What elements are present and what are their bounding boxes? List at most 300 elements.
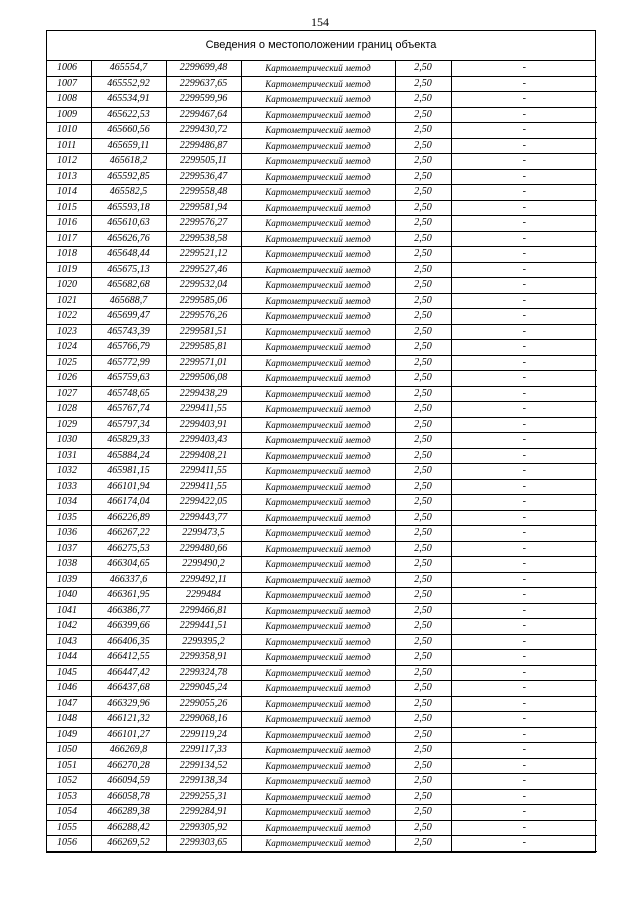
y-coordinate-cell: 2299430,72 [166, 123, 241, 139]
method-cell: Картометрический метод [241, 541, 395, 557]
method-cell: Картометрический метод [241, 479, 395, 495]
point-number-cell: 1015 [47, 200, 91, 216]
method-cell: Картометрический метод [241, 371, 395, 387]
x-coordinate-cell: 465626,76 [91, 231, 166, 247]
y-coordinate-cell: 2299538,58 [166, 231, 241, 247]
x-coordinate-cell: 465682,68 [91, 278, 166, 294]
point-number-cell: 1040 [47, 588, 91, 604]
table-row [47, 712, 597, 728]
method-cell: Картометрический метод [241, 805, 395, 821]
method-cell: Картометрический метод [241, 836, 395, 852]
point-number-cell: 1033 [47, 479, 91, 495]
x-coordinate-cell: 465534,91 [91, 92, 166, 108]
point-number-cell: 1030 [47, 433, 91, 449]
point-number-cell: 1048 [47, 712, 91, 728]
description-cell: - [451, 402, 597, 418]
y-coordinate-cell: 2299441,51 [166, 619, 241, 635]
description-cell: - [451, 541, 597, 557]
y-coordinate-cell: 2299255,31 [166, 789, 241, 805]
method-cell: Картометрический метод [241, 495, 395, 511]
table-row [47, 805, 597, 821]
description-cell: - [451, 433, 597, 449]
y-coordinate-cell: 2299284,91 [166, 805, 241, 821]
y-coordinate-cell: 2299117,33 [166, 743, 241, 759]
x-coordinate-cell: 466304,65 [91, 557, 166, 573]
x-coordinate-cell: 466174,04 [91, 495, 166, 511]
description-cell: - [451, 386, 597, 402]
method-cell: Картометрический метод [241, 681, 395, 697]
x-coordinate-cell: 466412,55 [91, 650, 166, 666]
description-cell: - [451, 262, 597, 278]
point-number-cell: 1029 [47, 417, 91, 433]
description-cell: - [451, 836, 597, 852]
method-cell: Картометрический метод [241, 61, 395, 76]
accuracy-cell: 2,50 [395, 200, 451, 216]
accuracy-cell: 2,50 [395, 61, 451, 76]
x-coordinate-cell: 466226,89 [91, 510, 166, 526]
table-row [47, 185, 597, 201]
x-coordinate-cell: 466101,27 [91, 727, 166, 743]
method-cell: Картометрический метод [241, 231, 395, 247]
point-number-cell: 1055 [47, 820, 91, 836]
method-cell: Картометрический метод [241, 92, 395, 108]
table-row [47, 154, 597, 170]
method-cell: Картометрический метод [241, 278, 395, 294]
method-cell: Картометрический метод [241, 588, 395, 604]
point-number-cell: 1031 [47, 448, 91, 464]
accuracy-cell: 2,50 [395, 572, 451, 588]
table-row [47, 758, 597, 774]
y-coordinate-cell: 2299467,64 [166, 107, 241, 123]
point-number-cell: 1007 [47, 76, 91, 92]
accuracy-cell: 2,50 [395, 712, 451, 728]
page-number: 154 [311, 15, 329, 29]
point-number-cell: 1032 [47, 464, 91, 480]
description-cell: - [451, 278, 597, 294]
point-number-cell: 1051 [47, 758, 91, 774]
description-cell: - [451, 758, 597, 774]
y-coordinate-cell: 2299490,2 [166, 557, 241, 573]
method-cell: Картометрический метод [241, 76, 395, 92]
method-cell: Картометрический метод [241, 464, 395, 480]
point-number-cell: 1047 [47, 696, 91, 712]
accuracy-cell: 2,50 [395, 262, 451, 278]
table-row [47, 216, 597, 232]
method-cell: Картометрический метод [241, 448, 395, 464]
accuracy-cell: 2,50 [395, 278, 451, 294]
x-coordinate-cell: 465981,15 [91, 464, 166, 480]
y-coordinate-cell: 2299576,26 [166, 309, 241, 325]
x-coordinate-cell: 465759,63 [91, 371, 166, 387]
point-number-cell: 1012 [47, 154, 91, 170]
description-cell: - [451, 309, 597, 325]
y-coordinate-cell: 2299411,55 [166, 479, 241, 495]
description-cell: - [451, 634, 597, 650]
accuracy-cell: 2,50 [395, 727, 451, 743]
description-cell: - [451, 603, 597, 619]
point-number-cell: 1054 [47, 805, 91, 821]
point-number-cell: 1053 [47, 789, 91, 805]
x-coordinate-cell: 466269,8 [91, 743, 166, 759]
x-coordinate-cell: 466329,96 [91, 696, 166, 712]
x-coordinate-cell: 466399,66 [91, 619, 166, 635]
x-coordinate-cell: 466094,59 [91, 774, 166, 790]
x-coordinate-cell: 466337,6 [91, 572, 166, 588]
method-cell: Картометрический метод [241, 712, 395, 728]
method-cell: Картометрический метод [241, 774, 395, 790]
point-number-cell: 1010 [47, 123, 91, 139]
method-cell: Картометрический метод [241, 696, 395, 712]
x-coordinate-cell: 466101,94 [91, 479, 166, 495]
accuracy-cell: 2,50 [395, 634, 451, 650]
x-coordinate-cell: 465688,7 [91, 293, 166, 309]
table-row [47, 743, 597, 759]
accuracy-cell: 2,50 [395, 216, 451, 232]
table-row [47, 510, 597, 526]
description-cell: - [451, 820, 597, 836]
x-coordinate-cell: 465766,79 [91, 340, 166, 356]
description-cell: - [451, 588, 597, 604]
description-cell: - [451, 572, 597, 588]
method-cell: Картометрический метод [241, 169, 395, 185]
description-cell: - [451, 650, 597, 666]
x-coordinate-cell: 465622,53 [91, 107, 166, 123]
y-coordinate-cell: 2299473,5 [166, 526, 241, 542]
method-cell: Картометрический метод [241, 650, 395, 666]
method-cell: Картометрический метод [241, 402, 395, 418]
point-number-cell: 1022 [47, 309, 91, 325]
method-cell: Картометрический метод [241, 743, 395, 759]
y-coordinate-cell: 2299484 [166, 588, 241, 604]
x-coordinate-cell: 465884,24 [91, 448, 166, 464]
y-coordinate-cell: 2299303,65 [166, 836, 241, 852]
y-coordinate-cell: 2299558,48 [166, 185, 241, 201]
method-cell: Картометрический метод [241, 324, 395, 340]
accuracy-cell: 2,50 [395, 774, 451, 790]
x-coordinate-cell: 466275,53 [91, 541, 166, 557]
y-coordinate-cell: 2299068,16 [166, 712, 241, 728]
y-coordinate-cell: 2299571,01 [166, 355, 241, 371]
table-row [47, 107, 597, 123]
accuracy-cell: 2,50 [395, 417, 451, 433]
description-cell: - [451, 681, 597, 697]
description-cell: - [451, 789, 597, 805]
accuracy-cell: 2,50 [395, 464, 451, 480]
point-number-cell: 1049 [47, 727, 91, 743]
accuracy-cell: 2,50 [395, 805, 451, 821]
point-number-cell: 1037 [47, 541, 91, 557]
table-row [47, 402, 597, 418]
point-number-cell: 1036 [47, 526, 91, 542]
x-coordinate-cell: 466437,68 [91, 681, 166, 697]
x-coordinate-cell: 466447,42 [91, 665, 166, 681]
method-cell: Картометрический метод [241, 216, 395, 232]
description-cell: - [451, 510, 597, 526]
x-coordinate-cell: 465767,74 [91, 402, 166, 418]
y-coordinate-cell: 2299403,43 [166, 433, 241, 449]
point-number-cell: 1042 [47, 619, 91, 635]
boundary-table-sheet [46, 30, 596, 853]
y-coordinate-cell: 2299422,05 [166, 495, 241, 511]
x-coordinate-cell: 466270,28 [91, 758, 166, 774]
description-cell: - [451, 76, 597, 92]
accuracy-cell: 2,50 [395, 169, 451, 185]
accuracy-cell: 2,50 [395, 479, 451, 495]
table-row [47, 665, 597, 681]
method-cell: Картометрический метод [241, 417, 395, 433]
description-cell: - [451, 805, 597, 821]
point-number-cell: 1050 [47, 743, 91, 759]
table-row [47, 448, 597, 464]
description-cell: - [451, 371, 597, 387]
y-coordinate-cell: 2299305,92 [166, 820, 241, 836]
table-row [47, 169, 597, 185]
x-coordinate-cell: 466406,35 [91, 634, 166, 650]
accuracy-cell: 2,50 [395, 185, 451, 201]
description-cell: - [451, 479, 597, 495]
table-row [47, 696, 597, 712]
table-row [47, 789, 597, 805]
x-coordinate-cell: 466058,78 [91, 789, 166, 805]
x-coordinate-cell: 465593,18 [91, 200, 166, 216]
description-cell: - [451, 247, 597, 263]
accuracy-cell: 2,50 [395, 138, 451, 154]
description-cell: - [451, 696, 597, 712]
accuracy-cell: 2,50 [395, 526, 451, 542]
y-coordinate-cell: 2299443,77 [166, 510, 241, 526]
accuracy-cell: 2,50 [395, 309, 451, 325]
accuracy-cell: 2,50 [395, 340, 451, 356]
point-number-cell: 1026 [47, 371, 91, 387]
table-row [47, 603, 597, 619]
y-coordinate-cell: 2299466,81 [166, 603, 241, 619]
x-coordinate-cell: 466269,52 [91, 836, 166, 852]
x-coordinate-cell: 465699,47 [91, 309, 166, 325]
table-row [47, 836, 597, 852]
point-number-cell: 1041 [47, 603, 91, 619]
description-cell: - [451, 154, 597, 170]
description-cell: - [451, 324, 597, 340]
table-row [47, 526, 597, 542]
accuracy-cell: 2,50 [395, 154, 451, 170]
method-cell: Картометрический метод [241, 386, 395, 402]
x-coordinate-cell: 465554,7 [91, 61, 166, 76]
point-number-cell: 1014 [47, 185, 91, 201]
point-number-cell: 1009 [47, 107, 91, 123]
table-row [47, 727, 597, 743]
accuracy-cell: 2,50 [395, 758, 451, 774]
x-coordinate-cell: 466121,32 [91, 712, 166, 728]
x-coordinate-cell: 466288,42 [91, 820, 166, 836]
method-cell: Картометрический метод [241, 200, 395, 216]
accuracy-cell: 2,50 [395, 371, 451, 387]
accuracy-cell: 2,50 [395, 820, 451, 836]
description-cell: - [451, 92, 597, 108]
y-coordinate-cell: 2299358,91 [166, 650, 241, 666]
table-row [47, 495, 597, 511]
table-row [47, 92, 597, 108]
point-number-cell: 1027 [47, 386, 91, 402]
y-coordinate-cell: 2299585,06 [166, 293, 241, 309]
description-cell: - [451, 417, 597, 433]
method-cell: Картометрический метод [241, 154, 395, 170]
accuracy-cell: 2,50 [395, 681, 451, 697]
accuracy-cell: 2,50 [395, 231, 451, 247]
table-body [47, 61, 597, 851]
method-cell: Картометрический метод [241, 603, 395, 619]
method-cell: Картометрический метод [241, 619, 395, 635]
y-coordinate-cell: 2299506,08 [166, 371, 241, 387]
y-coordinate-cell: 2299480,66 [166, 541, 241, 557]
description-cell: - [451, 619, 597, 635]
y-coordinate-cell: 2299055,26 [166, 696, 241, 712]
method-cell: Картометрический метод [241, 665, 395, 681]
accuracy-cell: 2,50 [395, 495, 451, 511]
y-coordinate-cell: 2299408,21 [166, 448, 241, 464]
table-row [47, 386, 597, 402]
point-number-cell: 1038 [47, 557, 91, 573]
table-row [47, 541, 597, 557]
description-cell: - [451, 557, 597, 573]
point-number-cell: 1028 [47, 402, 91, 418]
method-cell: Картометрический метод [241, 309, 395, 325]
table-row [47, 588, 597, 604]
y-coordinate-cell: 2299521,12 [166, 247, 241, 263]
y-coordinate-cell: 2299492,11 [166, 572, 241, 588]
accuracy-cell: 2,50 [395, 293, 451, 309]
x-coordinate-cell: 465648,44 [91, 247, 166, 263]
description-cell: - [451, 526, 597, 542]
description-cell: - [451, 495, 597, 511]
description-cell: - [451, 774, 597, 790]
accuracy-cell: 2,50 [395, 836, 451, 852]
y-coordinate-cell: 2299599,96 [166, 92, 241, 108]
point-number-cell: 1017 [47, 231, 91, 247]
point-number-cell: 1025 [47, 355, 91, 371]
y-coordinate-cell: 2299637,65 [166, 76, 241, 92]
table-row [47, 650, 597, 666]
x-coordinate-cell: 465797,34 [91, 417, 166, 433]
method-cell: Картометрический метод [241, 789, 395, 805]
y-coordinate-cell: 2299581,94 [166, 200, 241, 216]
description-cell: - [451, 293, 597, 309]
table-row [47, 820, 597, 836]
y-coordinate-cell: 2299324,78 [166, 665, 241, 681]
description-cell: - [451, 448, 597, 464]
table-row [47, 76, 597, 92]
table-row [47, 681, 597, 697]
table-row [47, 572, 597, 588]
point-number-cell: 1039 [47, 572, 91, 588]
x-coordinate-cell: 465829,33 [91, 433, 166, 449]
table-row [47, 231, 597, 247]
method-cell: Картометрический метод [241, 634, 395, 650]
table-row [47, 262, 597, 278]
method-cell: Картометрический метод [241, 557, 395, 573]
method-cell: Картометрический метод [241, 433, 395, 449]
point-number-cell: 1023 [47, 324, 91, 340]
x-coordinate-cell: 465660,56 [91, 123, 166, 139]
point-number-cell: 1021 [47, 293, 91, 309]
point-number-cell: 1011 [47, 138, 91, 154]
method-cell: Картометрический метод [241, 340, 395, 356]
point-number-cell: 1019 [47, 262, 91, 278]
y-coordinate-cell: 2299699,48 [166, 61, 241, 76]
table-row [47, 371, 597, 387]
method-cell: Картометрический метод [241, 526, 395, 542]
x-coordinate-cell: 466267,22 [91, 526, 166, 542]
table-row [47, 138, 597, 154]
table-header: Сведения о местоположении границ объекта [47, 31, 595, 61]
table-row [47, 774, 597, 790]
x-coordinate-cell: 465552,92 [91, 76, 166, 92]
y-coordinate-cell: 2299045,24 [166, 681, 241, 697]
accuracy-cell: 2,50 [395, 324, 451, 340]
y-coordinate-cell: 2299138,34 [166, 774, 241, 790]
description-cell: - [451, 231, 597, 247]
x-coordinate-cell: 465582,5 [91, 185, 166, 201]
x-coordinate-cell: 466386,77 [91, 603, 166, 619]
method-cell: Картометрический метод [241, 262, 395, 278]
x-coordinate-cell: 466361,95 [91, 588, 166, 604]
method-cell: Картометрический метод [241, 820, 395, 836]
table-row [47, 557, 597, 573]
description-cell: - [451, 138, 597, 154]
y-coordinate-cell: 2299536,47 [166, 169, 241, 185]
table-row [47, 340, 597, 356]
x-coordinate-cell: 465592,85 [91, 169, 166, 185]
accuracy-cell: 2,50 [395, 123, 451, 139]
description-cell: - [451, 464, 597, 480]
accuracy-cell: 2,50 [395, 247, 451, 263]
table-row [47, 433, 597, 449]
description-cell: - [451, 665, 597, 681]
point-number-cell: 1046 [47, 681, 91, 697]
method-cell: Картометрический метод [241, 293, 395, 309]
table-row [47, 293, 597, 309]
accuracy-cell: 2,50 [395, 76, 451, 92]
method-cell: Картометрический метод [241, 572, 395, 588]
method-cell: Картометрический метод [241, 355, 395, 371]
x-coordinate-cell: 465675,13 [91, 262, 166, 278]
table-row [47, 61, 597, 76]
coordinates-table [47, 61, 597, 852]
table-row [47, 355, 597, 371]
y-coordinate-cell: 2299438,29 [166, 386, 241, 402]
accuracy-cell: 2,50 [395, 603, 451, 619]
method-cell: Картометрический метод [241, 727, 395, 743]
point-number-cell: 1008 [47, 92, 91, 108]
table-row [47, 123, 597, 139]
accuracy-cell: 2,50 [395, 433, 451, 449]
table-row [47, 417, 597, 433]
table-row [47, 200, 597, 216]
description-cell: - [451, 216, 597, 232]
point-number-cell: 1020 [47, 278, 91, 294]
point-number-cell: 1045 [47, 665, 91, 681]
table-row [47, 464, 597, 480]
accuracy-cell: 2,50 [395, 107, 451, 123]
y-coordinate-cell: 2299411,55 [166, 464, 241, 480]
description-cell: - [451, 61, 597, 76]
x-coordinate-cell: 465618,2 [91, 154, 166, 170]
method-cell: Картометрический метод [241, 185, 395, 201]
description-cell: - [451, 340, 597, 356]
method-cell: Картометрический метод [241, 138, 395, 154]
description-cell: - [451, 727, 597, 743]
method-cell: Картометрический метод [241, 247, 395, 263]
x-coordinate-cell: 465610,63 [91, 216, 166, 232]
